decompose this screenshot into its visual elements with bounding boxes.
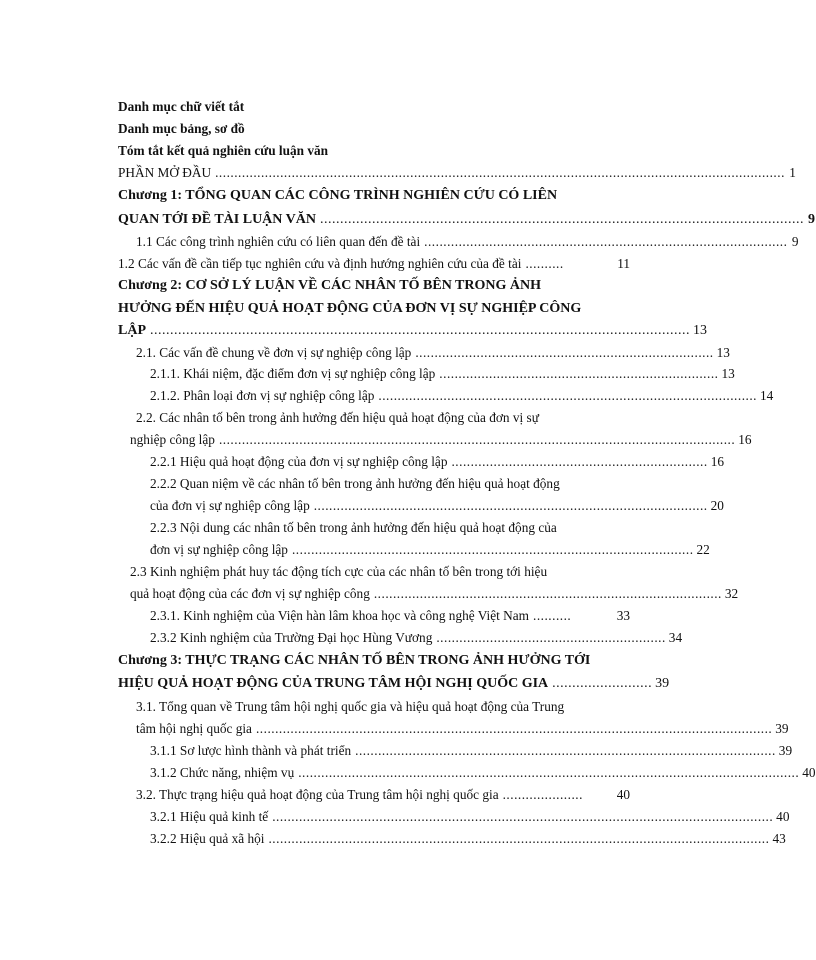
toc-leader-dots: ................................................................................................................................... xyxy=(272,809,774,824)
toc-chapter-1-line-2 xyxy=(118,210,815,230)
toc-entry-2-2-3-line-1 xyxy=(150,518,630,538)
toc-entry-title: 2.1. Các vấn đề chung về đơn vị sự nghiệp công lập xyxy=(136,345,412,360)
toc-entry-title: của đơn vị sự nghiệp công lập xyxy=(150,498,310,513)
toc-page-number: 39 xyxy=(775,721,789,736)
toc-entry-title: 3.1. Tổng quan về Trung tâm hội nghị quốc gia và hiệu quả hoạt động của Trung xyxy=(136,699,565,714)
toc-entry-1-1 xyxy=(136,232,799,252)
toc-leader-dots: .............................................................................. xyxy=(415,345,714,360)
toc-leader-dots: ....................................................................................................................................... xyxy=(150,323,690,338)
toc-entry-title: 3.2. Thực trạng hiệu quả hoạt động của Trung tâm hội nghị quốc gia xyxy=(136,787,499,802)
toc-leader-dots: ....................................................................................................................................... xyxy=(255,721,773,736)
toc-chapter-3-line-1: Chương 3: THỰC TRẠNG CÁC NHÂN TỐ BÊN TRONG ẢNH HƯỞNG TỚI xyxy=(118,653,591,668)
toc-page-number: 1 xyxy=(789,165,796,180)
toc-chapter-2-line-1: Chương 2: CƠ SỞ LÝ LUẬN VỀ CÁC NHÂN TỐ BÊN TRONG ẢNH xyxy=(118,278,541,293)
toc-leader-dots: ....................................................................................................... xyxy=(313,498,708,513)
toc-entry-title: quả hoạt động của các đơn vị sự nghiệp công xyxy=(130,586,370,601)
toc-entry-title: 1.1 Các công trình nghiên cứu có liên quan đến đề tài xyxy=(136,234,421,249)
toc-chapter-2-line-2: HƯỞNG ĐẾN HIỆU QUẢ HOẠT ĐỘNG CỦA ĐƠN VỊ SỰ NGHIỆP CÔNG xyxy=(118,301,582,316)
toc-entry-2-3-line-2 xyxy=(130,584,739,604)
toc-leader-dots: ....................................................................................................................................... xyxy=(218,432,736,447)
toc-entry-3-1-1 xyxy=(150,741,793,761)
toc-leader-dots: .............................................................................................................. xyxy=(355,743,776,758)
toc-leader-dots: ................................................................................................... xyxy=(378,388,757,403)
toc-entry-title: nghiệp công lập xyxy=(130,432,215,447)
toc-page-number: 13 xyxy=(693,323,707,338)
toc-entry-title: 2.3 Kinh nghiệm phát huy tác động tích cực của các nhân tố bên trong tới hiệu xyxy=(130,564,548,579)
toc-entry-3-1-2 xyxy=(150,763,816,783)
toc-leader-dots: ................................................................................................................................... xyxy=(268,831,770,846)
toc-entry-abbreviations: Danh mục chữ viết tắt xyxy=(118,99,245,114)
toc-page-number: 13 xyxy=(721,366,735,381)
toc-chapter-3-line-2 xyxy=(118,674,670,694)
toc-entry-title: 3.1.2 Chức năng, nhiệm vụ xyxy=(150,765,295,780)
toc-entry-title: 2.2.1 Hiệu quả hoạt động của đơn vị sự nghiệp công lập xyxy=(150,454,448,469)
toc-entry-3-2-1 xyxy=(150,807,790,827)
toc-leader-dots: ......................................................................................................... xyxy=(291,542,694,557)
toc-entry-2-3-2 xyxy=(150,628,683,648)
toc-page-number: 9 xyxy=(807,212,815,227)
toc-chapter-2-line-3 xyxy=(118,321,707,341)
toc-leader-dots: .......... xyxy=(525,256,564,271)
toc-entry-title: QUAN TỚI ĐỀ TÀI LUẬN VĂN xyxy=(118,212,316,227)
toc-chapter-title-part: Chương 1: TỔNG QUAN CÁC CÔNG TRÌNH NGHIÊN CỨU CÓ LIÊN xyxy=(118,188,558,203)
toc-entry-2-2-3-line-2 xyxy=(150,540,710,560)
toc-page-number: 16 xyxy=(710,454,725,469)
toc-entry-2-2-1 xyxy=(150,452,725,472)
toc-page-number: 39 xyxy=(655,676,670,691)
toc-entry-title: đơn vị sự nghiệp công lập xyxy=(150,542,288,557)
toc-entry-title: 2.3.2 Kinh nghiệm của Trường Đại học Hùng Vương xyxy=(150,630,433,645)
toc-entry-summary: Tóm tắt kết quả nghiên cứu luận văn xyxy=(118,143,329,158)
toc-page-number: 14 xyxy=(760,388,774,403)
toc-entry-title: PHẦN MỞ ĐẦU xyxy=(118,165,212,180)
toc-leader-dots: ......................................................................... xyxy=(439,366,719,381)
toc-entry-title: 2.3.1. Kinh nghiệm của Viện hàn lâm khoa học và công nghệ Việt Nam xyxy=(150,608,529,623)
toc-page-number: 9 xyxy=(791,234,799,249)
toc-entry-title: 2.1.1. Khái niệm, đặc điểm đơn vị sự nghiệp công lập xyxy=(150,366,436,381)
toc-entry-2-1-2 xyxy=(150,386,774,406)
toc-page-number: 13 xyxy=(716,345,730,360)
toc-page-number: 16 xyxy=(738,432,752,447)
toc-page-number: 34 xyxy=(668,630,683,645)
toc-leader-dots: ......................... xyxy=(552,676,653,691)
toc-entry-title: HIỆU QUẢ HOẠT ĐỘNG CỦA TRUNG TÂM HỘI NGHỊ QUỐC GIA xyxy=(118,676,549,691)
toc-entry-2-1 xyxy=(136,343,730,363)
toc-leader-dots: ......................................................................................................................... xyxy=(319,212,804,227)
toc-entry-3-2 xyxy=(136,785,630,805)
toc-entry-title: 2.2. Các nhân tố bên trong ảnh hưởng đến hiệu quả hoạt động của đơn vị sự xyxy=(136,410,539,425)
toc-entry-3-1-line-2 xyxy=(136,719,789,739)
toc-entry-title: LẬP xyxy=(118,323,146,338)
toc-entry-title: 1.2 Các vấn đề cần tiếp tục nghiên cứu và định hướng nghiên cứu của đề tài xyxy=(118,256,522,271)
toc-entry-2-2-2-line-1 xyxy=(150,474,630,494)
toc-entry-title: 3.1.1 Sơ lược hình thành và phát triển xyxy=(150,743,352,758)
toc-page-number: 33 xyxy=(616,608,630,623)
toc-entry-title: 2.1.2. Phân loại đơn vị sự nghiệp công lập xyxy=(150,388,375,403)
toc-entry-title: 2.2.2 Quan niệm về các nhân tố bên trong ảnh hưởng đến hiệu quả hoạt động xyxy=(150,476,560,491)
toc-entry-title: tâm hội nghị quốc gia xyxy=(136,721,252,736)
toc-page-number: 43 xyxy=(772,831,786,846)
toc-leader-dots: ..................................................................................................................................................... xyxy=(215,165,785,180)
toc-page-number: 39 xyxy=(778,743,793,758)
toc-entry-introduction xyxy=(118,163,796,183)
toc-page-number: 40 xyxy=(616,787,630,802)
toc-entry-2-2-line-1 xyxy=(136,408,630,428)
toc-entry-title: 3.2.2 Hiệu quả xã hội xyxy=(150,831,265,846)
toc-leader-dots: ............................................................ xyxy=(436,630,666,645)
toc-entry-1-2 xyxy=(118,254,630,274)
toc-leader-dots: ..................... xyxy=(502,787,583,802)
toc-page-number: 32 xyxy=(724,586,739,601)
toc-entry-title: 2.2.3 Nội dung các nhân tố bên trong ảnh hưởng đến hiệu quả hoạt động của xyxy=(150,520,557,535)
toc-entry-tables-diagrams: Danh mục bảng, sơ đồ xyxy=(118,121,245,136)
toc-entry-2-3-1 xyxy=(150,606,630,626)
toc-leader-dots: ................................................................... xyxy=(451,454,708,469)
toc-page-number: 40 xyxy=(776,809,790,824)
toc-entry-2-2-line-2 xyxy=(130,430,752,450)
toc-leader-dots: ............................................................................................... xyxy=(424,234,788,249)
toc-chapter-1-line-1 xyxy=(118,186,630,206)
toc-leader-dots: .......... xyxy=(533,608,572,623)
toc-entry-2-2-2-line-2 xyxy=(150,496,724,516)
toc-entry-title: 3.2.1 Hiệu quả kinh tế xyxy=(150,809,269,824)
toc-leader-dots: ........................................................................................... xyxy=(373,586,722,601)
toc-leader-dots: ................................................................................................................................... xyxy=(298,765,800,780)
toc-page-number: 22 xyxy=(696,542,710,557)
toc-page-number: 40 xyxy=(802,765,816,780)
toc-entry-3-2-2 xyxy=(150,829,786,849)
toc-page-number: 11 xyxy=(617,256,630,271)
toc-page-number: 20 xyxy=(710,498,724,513)
toc-entry-2-1-1 xyxy=(150,364,735,384)
toc-entry-2-3-line-1 xyxy=(130,562,630,582)
toc-entry-3-1-line-1 xyxy=(136,697,630,717)
